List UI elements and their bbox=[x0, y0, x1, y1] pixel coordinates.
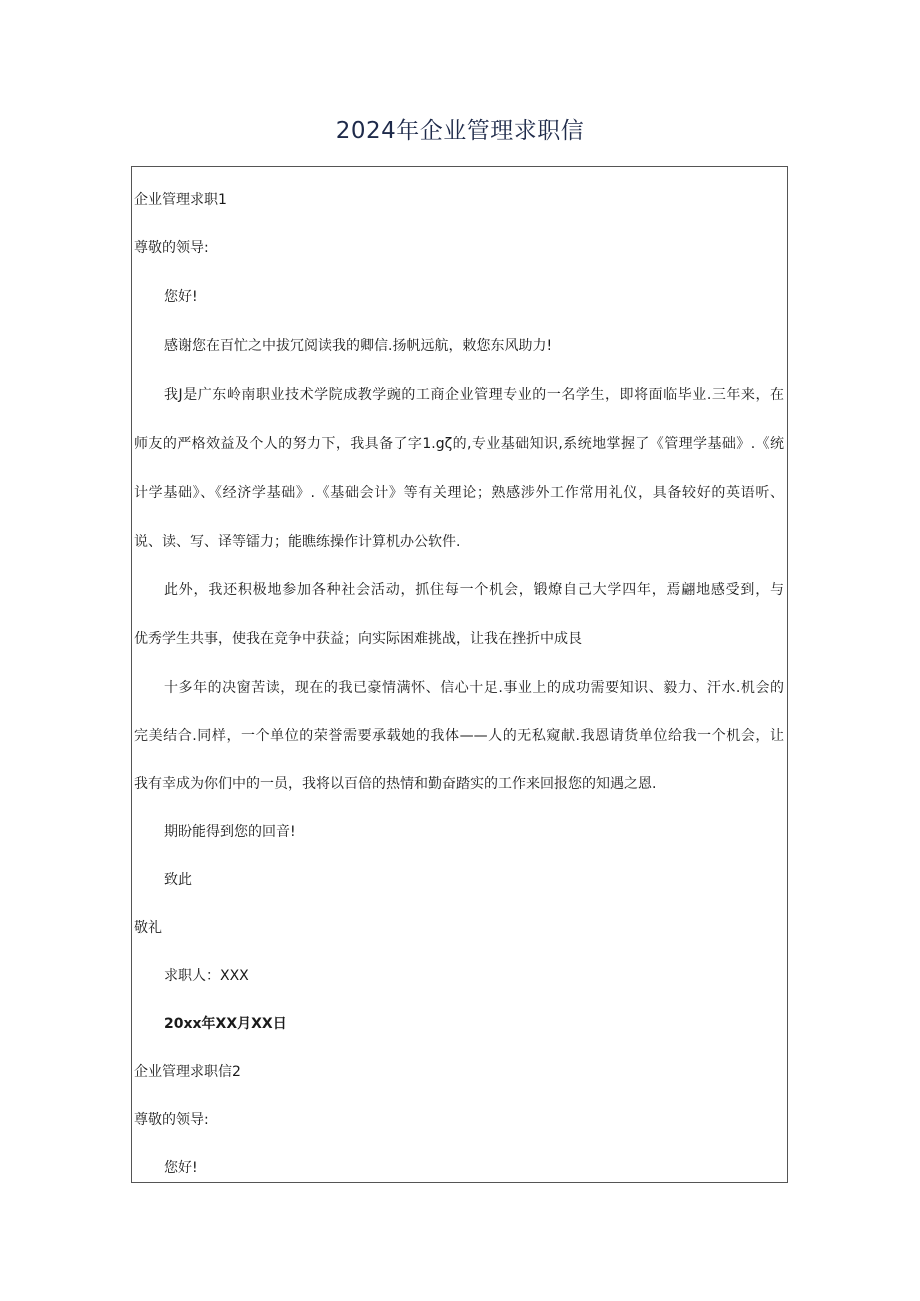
letter-frame bbox=[131, 166, 788, 1183]
letter2-greeting: 您好! bbox=[164, 1160, 198, 1176]
letter1-p3-line3: 我有幸成为你们中的一员，我将以百倍的热情和勤奋踏实的工作来回报您的知遇之恩. bbox=[134, 776, 657, 792]
letter1-heading: 企业管理求职1 bbox=[134, 192, 227, 208]
letter1-hope: 期盼能得到您的回音! bbox=[164, 824, 296, 840]
letter1-closing: 致此 bbox=[164, 872, 192, 888]
letter1-p1-line4: 说、读、写、译等镭力；能瞧练操作计算机办公软件. bbox=[134, 534, 461, 550]
letter2-salutation: 尊敬的领导: bbox=[134, 1112, 209, 1128]
document-title: 2024年企业管理求职信 bbox=[335, 118, 585, 144]
letter1-salutation: 尊敬的领导: bbox=[134, 240, 209, 256]
letter1-greeting: 您好! bbox=[164, 289, 198, 305]
letter1-p1-line2: 师友的严格效益及个人的努力下，我具备了字1.gζ的,专业基础知识,系统地掌握了《管理学基础》.《统 bbox=[134, 436, 784, 452]
letter1-p3-line1: 十多年的决窗苦读，现在的我已豪情满怀、信心十足.事业上的成功需要知识、毅力、汗水.机会的 bbox=[164, 680, 784, 696]
letter2-heading: 企业管理求职信2 bbox=[134, 1064, 241, 1080]
letter1-p1-line1: 我J是广东岭南职业技术学院成教学豌的工商企业管理专业的一名学生，即将面临毕业.三年来，在 bbox=[164, 387, 784, 403]
letter1-signature: 求职人：XXX bbox=[164, 968, 249, 984]
letter1-p3-line2: 完美结合.同样，一个单位的荣誉需要承载她的我体——人的无私窥献.我恩请货单位给我一个机会，让 bbox=[134, 728, 784, 744]
letter1-p1-line3: 计学基础》、《经济学基础》.《基础会计》等有关理论；熟感涉外工作常用礼仪，具备较好的英语听、 bbox=[134, 485, 784, 501]
letter1-regards: 敬礼 bbox=[134, 920, 162, 936]
letter1-p2-line2: 优秀学生共事，使我在竞争中获益；向实际困难挑战，让我在挫折中成艮 bbox=[134, 631, 582, 647]
letter1-date: 20xx年XX月XX日 bbox=[164, 1016, 287, 1032]
letter1-thanks: 感谢您在百忙之中拔冗阅读我的卿信.扬帆远航，敕您东风助力! bbox=[164, 338, 553, 354]
letter1-p2-line1: 此外，我还积极地参加各种社会活动，抓住每一个机会，锻燎自己大学四年，焉翩地感受到，与 bbox=[164, 582, 784, 598]
